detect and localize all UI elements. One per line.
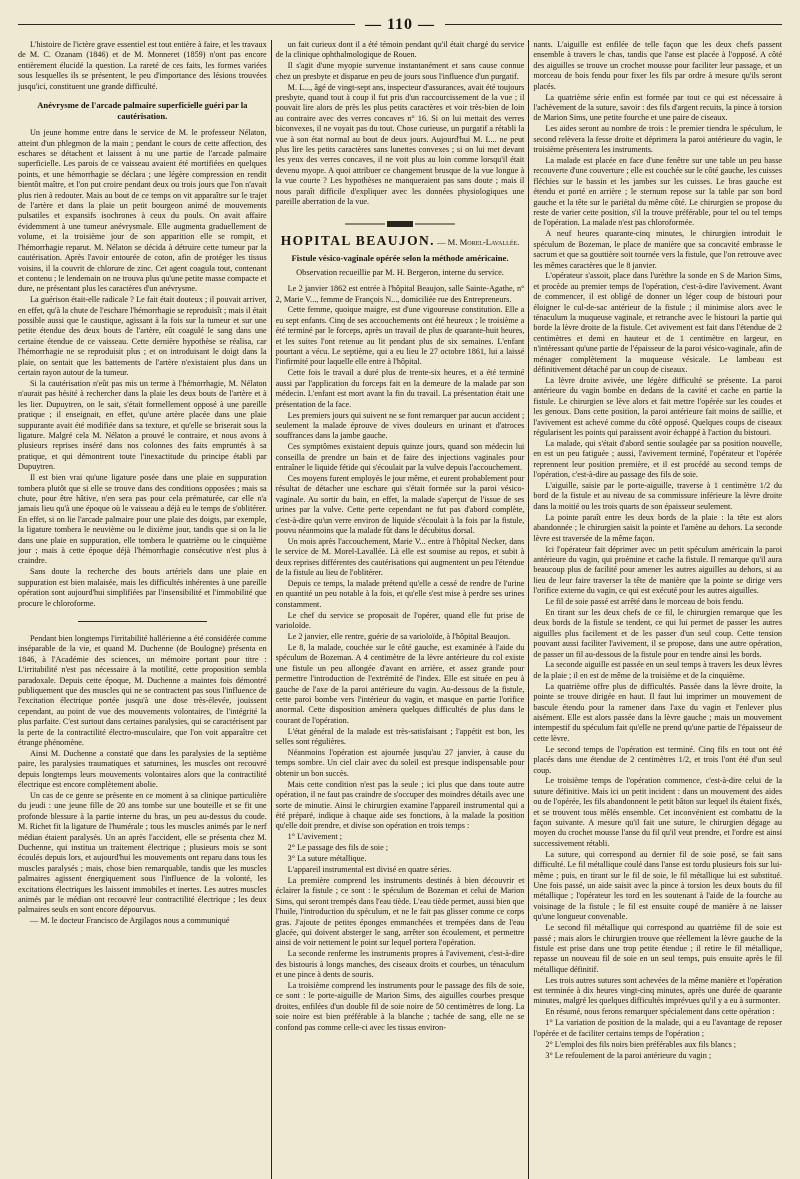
paragraph: Les trois autres sutures sont achevées de la même manière et l'opération est terminée à dix heures vingt-cinq minutes, après une durée de quarante minutes, malgré les quelques difficultés imprévues qu'il y a eu à surmonter. bbox=[533, 975, 783, 1006]
paragraph: Ici l'opérateur fait déprimer avec un petit spéculum américain la paroi antérieure du vagin, qui proémine et cache la fistule. Il remarque qu'il aura beaucoup plus de facilité pour amener les autres aiguilles au dehors, si au lieu de leur faire traverser la tête de manière que la pointe se dirige vers l'orifice externe du vagin, ce qui est exécuté pour les autres aiguilles. bbox=[533, 544, 783, 596]
paragraph: Il est bien vrai qu'une ligature posée dans une plaie en suppuration tombera plutôt que si elle se trouve dans des conditions opposées ; mais sa chute, pour être hâtive, n'en sera pas pour cela prématurée, car elle n'a jamais lieu qu'à une époque où le vaisseau a déjà eu le temps de s'oblitérer. En effet, si on lie l'arcade palmaire pour une plaie des doigts, par exemple, la ligature tombera le neuvième ou le dixième jour, tandis que si on la lie dans une plaie en suppuration, elle tombera le quatrième ou le cinquième jour ; mais à cette époque déjà l'hémorrhagie consécutive n'est plus à craindre. bbox=[18, 473, 267, 566]
paragraph: En tirant sur les deux chefs de ce fil, le chirurgien remarque que les deux bords de la fistule se tendent, ce qui lui permet de passer les autres aiguilles plus facilement et de les passer d'un seul coup. Cette tension pouvant aussi faciliter l'avivement, il se propose, dans une autre opération, de passer un fil au-dessous de la fistule pour en tendre ainsi les bords. bbox=[533, 607, 783, 659]
paragraph: Un cas de ce genre se présente en ce moment à sa clinique particulière du jeudi : une jeune fille de 20 ans tombe sur une bouteille et se fit une profonde blessure à la partie interne du bras, un peu au-dessus du coude. M. Richet fit la ligature de l'humérale ; tous les muscles animés par le nerf médian étaient paralysés. Un an après l'accident, elle se présenta chez M. Duchenne, qui institua un traitement électrique ; plusieurs mois se sont écoulés depuis lors, et aujourd'hui les mouvements ont reparu dans tous les muscles paralysés ; mais, chose bien remarquable, tandis que les muscles palmaires agissent énergiquement sous l'influence de la volonté, les excitations électriques les laissent immobiles et inertes. Les autres muscles animés par le médian ont recouvré leur contractilité électrique ; les deux palmaires seuls en sont encore dépourvus. bbox=[18, 791, 267, 915]
paragraph: un fait curieux dont il a été témoin pendant qu'il était chargé du service de la clinique ophthalmologique de Rouen. bbox=[275, 40, 525, 60]
paragraph: L'état général de la malade est très-satisfaisant ; l'appétit est bon, les selles sont régulières. bbox=[275, 726, 525, 747]
page-number bbox=[0, 16, 800, 34]
list-item: 1° La variation de position de la malade, qui a eu l'avantage de reposer l'opérée et de faciliter certains temps de l'opération ; bbox=[533, 1018, 783, 1038]
paragraph: En résumé, nous ferons remarquer spécialement dans cette opération : bbox=[545, 1007, 775, 1017]
list-item: 2° L'emploi des fils noirs bien préférables aux fils blancs ; bbox=[545, 1039, 737, 1049]
paragraph: La seconde renferme les instruments propres à l'avivement, c'est-à-dire des bistouris à longs manches, des ciseaux droits et courbes, un ténaculum et une pince à dents de souris. bbox=[275, 949, 525, 980]
paragraph: Ces symptômes existaient depuis quinze jours, quand son médecin lui conseilla de prendre un bain et de faire des injections vaginales pour entraîner le liquide fétide qui s'écoulait par la vulve depuis l'accouchement. bbox=[275, 442, 525, 473]
paragraph: La troisième comprend les instruments pour le passage des fils de soie, ce sont : le porte-aiguille de Marion Sims, des aiguilles courbes presque droites, enfilées d'un double fil de soie noire de 50 centimètres de long. La soie noire est bien préférable à la blanche ; tachée de sang, elle ne se confond pas comme celle-ci avec les tissus environ- bbox=[275, 980, 525, 1032]
paragraph: L'histoire de l'ictère grave essentiel est tout entière à faire, et les travaux de M. C. Ozanam (1846) et de M. Monneret (1859) n'ont pas encore entièrement élucidé la question. La rareté de ces faits, les formes variées sous lesquelles ils se présentent, le peu d'importance des lésions trouvées jusqu'ici, constituent une grande difficulté. bbox=[18, 40, 267, 91]
paragraph: Sans doute la recherche des bouts artériels dans une plaie en suppuration est bien malaisée, mais les difficultés inhérentes à une pareille opération sont aujourd'hui simplifiées par l'insensibilité et l'immobilité que procure le chloroforme. bbox=[18, 567, 267, 608]
paragraph: Le troisième temps de l'opération commence, c'est-à-dire celui de la suture définitive. Mais ici un petit incident : dans un mouvement des aides ou de l'opérée, les fils abandonnent le petit bâton sur lequel ils étaient fixés, et se trouvent tous mêlés ensemble. Cet inconvénient est combattu de la façon suivante. A mesure qu'il fait une suture, le chirurgien dégage au moyen du crochet mousse l'anse du fil qu'il veut prendre, et l'ordre est ainsi successivement rétabli. bbox=[533, 776, 783, 848]
paragraph: Cette femme, quoique maigre, est d'une vigoureuse constitution. Elle a eu sept enfants. Cinq de ses accouchements ont été heureux ; le troisième a été terminé par le forceps, après un travail de plus de quarante-huit heures, et les suites l'ont retenue au lit pendant plus de six semaines. L'enfant pourtant a vécu. Le septième, qui a eu lieu le 27 octobre 1861, lui a laissé l'infirmité pour laquelle elle entre à l'hôpital. bbox=[275, 305, 525, 367]
column-3 bbox=[529, 40, 786, 1179]
article-heading: Anévrysme de l'arcade palmaire superficielle guéri par la cautérisation. bbox=[37, 100, 248, 121]
columns bbox=[14, 40, 786, 1179]
list-item: 3° La suture métallique. bbox=[287, 854, 367, 864]
paragraph: Les aides seront au nombre de trois : le premier tiendra le spéculum, le second relèvera la fesse droite et déprimera la paroi antérieure du vagin, le troisième présentera les instruments. bbox=[533, 124, 783, 155]
paragraph: Le 2 janvier, elle rentre, guérie de sa varioloïde, à l'hôpital Beaujon. bbox=[287, 632, 511, 642]
paragraph: La pointe paraît entre les deux bords de la plaie : la tête est alors abandonnée ; le chirurgien saisit la pointe et l'amène au dehors. La seconde lèvre est traversée de la même façon. bbox=[533, 512, 783, 543]
paragraph: A neuf heures quarante-cinq minutes, le chirurgien introduit le spéculum de Bozeman, le place de manière que sa concavité embrasse le sacrum et que sa gouttière soit tournée vers la fistule, que l'on retrouve avec les mêmes caractères que le 8 janvier. bbox=[533, 229, 783, 270]
paragraph: La suture, qui correspond au dernier fil de soie posé, se fait sans difficulté. Le fil métallique coulé dans l'anse est tordu plusieurs fois sur lui-même ; puis, en tirant sur le fil de soie, le fil métallique lui est substitué. Une fois passé, un aide saisit avec la pince à torsion les deux bouts du fil métallique ; l'opérateur les tord en les soutenant à l'aide de la fourche au voisinage de la fistule ; le fil est ensuite coupé de manière à ne laisser qu'une longueur convenable. bbox=[533, 849, 783, 922]
paragraph: Néanmoins l'opération est ajournée jusqu'au 27 janvier, à cause du temps sombre. Un ciel clair avec du soleil est presque indispensable pour obtenir un bon succès. bbox=[275, 748, 525, 778]
paragraph: Depuis ce temps, la malade prétend qu'elle a cessé de rendre de l'urine en quantité un peu notable à la fois, et qu'elle s'est mise à perdre ses urines constamment. bbox=[275, 579, 525, 609]
paragraph: Le fil de soie passé est arrêté dans le morceau de bois fendu. bbox=[545, 597, 744, 607]
paragraph: Il s'agit d'une myopie survenue instantanément et sans cause connue chez un presbyte et disparue en peu de jours sous l'influence d'un purgatif. bbox=[275, 61, 525, 81]
paragraph: Le 8, la malade, couchée sur le côté gauche, est examinée à l'aide du spéculum de Bozeman. A 4 centimètre de la lèvre antérieure du col existe une fistule un peu allongée d'avant en arrière, et assez grande pour permettre l'introduction de l'extrémité de l'index. Elle est située en peu à gauche de l'axe de la paroi antérieure du vagin. Au-dessous de la fistule, cette paroi bombe vers l'intérieur du vagin, et masque en partie l'orifice anormal. Cette disposition amènera quelques difficultés de plus dans le courant de l'opération. bbox=[275, 642, 525, 725]
column-2 bbox=[272, 40, 529, 1179]
paragraph: La malade est placée en face d'une fenêtre sur une table un peu basse recouverte d'une couverture ; elle est couchée sur le côté gauche, les cuisses fléchies sur le bassin et les jambes sur les cuisses. Le bras gauche est étendu et porté en arrière ; le sternum repose sur la table par son bord gauche et la tête sur le pariétal du même côté. Le chirurgien se propose du reste de varier cette position, s'il la trouve préférable, pour tel ou tel temps de l'opération. La malade n'est pas chloroformée. bbox=[533, 155, 783, 228]
case-subtitle: Fistule vésico-vaginale opérée selon la méthode américaine. bbox=[291, 253, 509, 264]
paragraph: Un mois après l'accouchement, Marie V... entre à l'hôpital Necker, dans le service de M. Morel-Lavallée. Là elle est soumise au repos, et subit à deux reprises différentes des cautérisations qui augmentent un peu l'étendue de la fistule au lieu de l'oblitérer. bbox=[275, 536, 525, 578]
paragraph: nants. L'aiguille est enfilée de telle façon que les deux chefs passent ensemble à travers le chas, tandis que l'anse est placée à l'opposé. A côté des aiguilles se trouve un crochet mousse pour faciliter leur passage, et un morceau de bois fendu pour fixer les fils par ordre à mesure qu'ils seront placés. bbox=[533, 40, 783, 91]
paragraph: La quatrième série enfin est formée par tout ce qui est nécessaire à l'achèvement de la suture, savoir : des fils d'argent recuits, la pince à torsion de Marion Sims, une petite fourche et une paire de ciseaux. bbox=[533, 92, 783, 123]
paragraph: Mais cette condition n'est pas la seule ; ici plus que dans toute autre opération, il ne faut pas craindre de s'occuper des moindres détails avec une sorte de minutie. Ainsi le chirurgien examine l'appareil instrumental qui a été préparé, indique à chaque aide ses fonctions, à la malade la position qu'elle doit prendre, et divise son opération en trois temps : bbox=[275, 779, 525, 831]
paragraph: M. L..., âgé de vingt-sept ans, inspecteur d'assurances, avait été toujours presbyte, quand tout à coup il fut pris d'un raccourcissement de la vue ; il pouvait lire alors de près les plus petits caractères et voir très-bien de loin au contraire avec des verres concaves n° 16. Si on lui mettait des verres biconvexes, il ne voyait pas du tout. Chose curieuse, un purgatif a rétabli la vue à son état normal au bout de deux jours. Aujourd'hui M. L... ne peut plus lire les petits caractères sans lunettes convexes ; si on lui met devant les yeux des verres concaves, il ne voit plus au loin comme lorsqu'il était devenu myope. A quoi attribuer ce changement brusque de la vue longue à la vue courte ? Les hypothèses ne manqueraient pas sans doute ; mais il nous paraît difficile d'expliquer avec les données physiologiques une pareille aberration de la vue. bbox=[275, 82, 525, 207]
paragraph: Si la cautérisation n'eût pas mis un terme à l'hémorrhagie, M. Nélaton n'aurait pas hésité à rechercher dans la plaie les deux bouts de l'artère et à les lier. Dupuytren, on le sait, s'était formellement opposé à une pareille pratique ; il enseignait, en effet, qu'une artère placée dans une plaie suppurante avait été modifiée dans sa texture, et qu'elle se briserait sous la ligature. Malgré cela M. Nélaton a prouvé le contraire, et nous avons à plusieurs reprises inséré dans nos colonnes des faits empruntés à sa pratique, et qui démontrent toute l'inexactitude du principe établi par Dupuytren. bbox=[18, 378, 267, 472]
hospital-header bbox=[276, 232, 525, 248]
paragraph: La guérison était-elle radicale ? Le fait était douteux ; il pouvait arriver, en effet, qu'à la chute de l'eschare l'hémorrhagie se reproduisît ; mais il était possible aussi que le caustique, agissant à la fois sur la tumeur et sur une petite étendue des deux bouts de l'artère, eût coagulé le sang dans une certaine étendue de ce vaisseau. Cette dernière hypothèse se réalisa, car l'hémorrhagie ne se reproduisit plus ; et on introduisant le doigt dans la plaie, on sentait que les battements de l'artère n'existaient plus dans un certain rayon autour de la tumeur. bbox=[18, 295, 267, 378]
paragraph: La première comprend les instruments destinés à bien découvrir et éclairer la fistule ; ce sont : le spéculum de Bozeman et celui de Marion Sims, qui seront trempés dans l'eau tiède. L'eau tiède permet, aussi bien que l'huile, l'introduction du spéculum, et ne le fait pas glisser comme ce corps gras. J'ajoute de petites éponges emmanchées et trempées dans de l'eau glacée, qui doivent absterger le sang, arrêter son écoulement, et permettre ainsi de voir nettement le point sur lequel portera l'opération. bbox=[275, 875, 525, 948]
hospital-title: HOPITAL BEAUJON. bbox=[280, 232, 435, 248]
paragraph: Ces moyens furent employés le jour même, et eurent probablement pour résultat de détacher une eschare qui s'était formée sur la paroi vésico-vaginale. Au sortir du bain, en effet, la malade s'aperçut de l'issue de ses urines par la vulve. Cette perte cependant ne fut pas d'abord complète, c'est-à-dire qu'un verre environ de liquide s'écoulait à la fois par la fistule, pouvu néanmoins que la malade fût dans le décubitus dorsal. bbox=[275, 473, 525, 535]
paragraph: L'appareil instrumental est divisé en quatre séries. bbox=[287, 864, 452, 874]
paragraph: Pendant bien longtemps l'irritabilité hallérienne a été considérée comme inséparable de la vie, et quand M. Duchenne (de Boulogne) présenta en 1846, à l'Académie des sciences, un mémoire portant pour titre : L'irritabilité n'est pas nécessaire à la motilité, cette proposition sembla paradoxale. Depuis cette époque, M. Duchenne a maintes fois démontré publiquement que des muscles qui ne se contractent pas sous l'influence de l'excitation électrique portée jusqu'à une dose très-élevée, jouissent cependant, au point de vue des mouvements volontaires, de l'intégrité la plus parfaite. C'est surtout dans certaines paralysies, qui se caractérisent par la perte de la contractilité électro-musculaire, que l'on voit apparaître cet étrange phénomène. bbox=[18, 633, 267, 747]
paragraph: Le second temps de l'opération est terminé. Cinq fils en tout ont été placés dans une étendue de 2 centimètres 1/2, et trois l'ont été d'un seul coup. bbox=[533, 744, 783, 775]
list-item: 1° L'avivement ; bbox=[287, 832, 342, 842]
list-item: 3° Le refoulement de la paroi antérieure du vagin ; bbox=[545, 1050, 712, 1060]
hospital-author: — M. Morel-Lavallée. bbox=[436, 236, 520, 247]
list-item: 2° Le passage des fils de soie ; bbox=[287, 843, 389, 853]
paragraph: Ainsi M. Duchenne a constaté que dans les paralysies de la septième paire, les paralysies traumatiques et saturnines, les muscles ont recouvré depuis longtemps leurs mouvements volontaires alors que la contractilité électrique est encore complètement abolie. bbox=[18, 748, 267, 790]
ornament-icon bbox=[345, 220, 455, 228]
page-number-text: — 110 — bbox=[355, 16, 445, 33]
column-1 bbox=[14, 40, 271, 1179]
paragraph: La quatrième offre plus de difficultés. Passée dans la lèvre droite, la pointe se trouve dirigée en haut. Il faut lui imprimer un mouvement de bascule étendu pour la ramener dans l'axe du vagin et l'enlever plus aisément. Elle est alors passée dans la lèvre gauche ; mais un mouvement intempestif du spéculum fait qu'elle ne prend qu'une partie de l'épaisseur de cette lèvre. bbox=[533, 681, 783, 743]
paragraph: Les premiers jours qui suivent ne se font remarquer par aucun accident ; seulement la malade éprouve de vives douleurs en urinant et d'atroces souffrances dans la jambe gauche. bbox=[275, 410, 525, 441]
section-separator bbox=[78, 621, 207, 622]
observation-line: Observation recueillie par M. H. Bergeron, interne du service. bbox=[296, 267, 504, 277]
paragraph: Le 2 janvier 1862 est entrée à l'hôpital Beaujon, salle Sainte-Agathe, n° 2, Marie V..., femme de François N..., domiciliée rue des Entrepreneurs. bbox=[275, 284, 525, 304]
paragraph: La seconde aiguille est passée en un seul temps à travers les deux lèvres de la plaie ; il en est de même de la troisième et de la cinquième. bbox=[533, 660, 783, 680]
paragraph: — M. le docteur Francisco de Argilagos nous a communiqué bbox=[30, 916, 230, 926]
paragraph: L'aiguille, saisie par le porte-aiguille, traverse à 1 centimètre 1/2 du bord de la fistule et au niveau de sa commissure inférieure la lèvre droite dans la moitié ou les trois quarts de son épaisseur seulement. bbox=[533, 481, 783, 511]
paragraph: L'opérateur s'assoit, place dans l'urèthre la sonde en S de Marion Sims, et procède au premier temps de l'opération, c'est-à-dire l'avivement. Avant de commencer, il est obligé de donner un léger coup de bistouri pour éloigner le cul-de-sac antérieur de la fistule ; il minimise alors avec le ténaculum la muqueuse vaginale, et retranche avec le bistouri la partie qui borde la lèvre droite de la fistule. Cet avivement est fait dans l'étendue de 2 centimètres et demi en hauteur et de 1 centimètre en largeur, en n'intéressant qu'une partie de l'épaisseur de la paroi vésico-vaginale, afin de ménager complètement la muqueuse vésicale. Le lambeau est définitivement détaché par un coup de ciseaux. bbox=[533, 271, 783, 375]
ornament-divider bbox=[276, 220, 525, 230]
paragraph: Un jeune homme entre dans le service de M. le professeur Nélaton, atteint d'un phlegmon de la main ; pendant le cours de cette affection, des eschares se détachent et laissent à nu une partie de l'arcade palmaire superficielle. Les parois de ce vaisseau avaient été mortifiées en quelques points, et une hémorrhagie se déclara ; une légère compression en rendit bientôt maître, et l'on put croire pendant deux ou trois jours que l'on n'avait plus rien à redouter. Mais au bout de ce temps on vit apparaître sur le trajet de l'artère et dans la plaie un petit bourgeon animé de mouvements pulsatiles et expansifs isochrones à ceux du pouls. On avait affaire évidemment à une tumeur anévrysmale. Elle augmenta graduellement de volume, et la troisième jour de son apparition elle se rompit, et l'hémorrhagie reparut. M. Nélaton se décida à détruire cette tumeur par la cautérisation. Après l'avoir entourée de coton, afin de protéger les tissus voisins, il la couvrit de chlorure de zinc. Cet agent coagula tout, contenant et contenu ; le lendemain on ne trouva plus qu'une petite masse compacte et dure, ne présentant plus les caractères d'un anévrysme. bbox=[18, 128, 267, 294]
paragraph: La malade, qui s'était d'abord sentie soulagée par sa position nouvelle, en est un peu fatiguée ; aussi, l'avivement terminé, l'opérateur et l'opérée reprennent leur position première, et il est procédé au second temps de l'opération, c'est-à-dire au passage des fils de soie. bbox=[533, 438, 783, 480]
paragraph: Le second fil métallique qui correspond au quatrième fil de soie est passé ; mais alors le chirurgien trouve que réellement la lèvre gauche de la fistule est prise dans une trop petite étendue ; il retire le fil métallique, repasse un nouveau fil de soie en un seul temps, puis ensuite après le fil métallique définitif. bbox=[533, 923, 783, 974]
paragraph: Cette fois le travail a duré plus de trente-six heures, et a été terminé aussi par l'application du forceps fait en la demeure de la malade par son médecin. L'enfant est mort avant la fin du travail. La présentation était une présentation de la face. bbox=[275, 368, 525, 409]
paragraph: Le chef du service se proposait de l'opérer, quand elle fut prise de varioloïde. bbox=[275, 610, 525, 631]
paragraph: La lèvre droite avivée, une légère difficulté se présente. La paroi antérieure du vagin bombe en dedans de la cavité et cache en partie la fistule. Le chirurgien se lève alors et fait mettre l'opérée sur les coudes et les genoux. Dans cette position, la paroi antérieure fait moins de saillie, et l'avivement est achevé comme du côté opposé. Quelques coups de ciseaux régularisent les points qui paraissent avoir échappé à l'action du bistouri. bbox=[533, 376, 783, 438]
